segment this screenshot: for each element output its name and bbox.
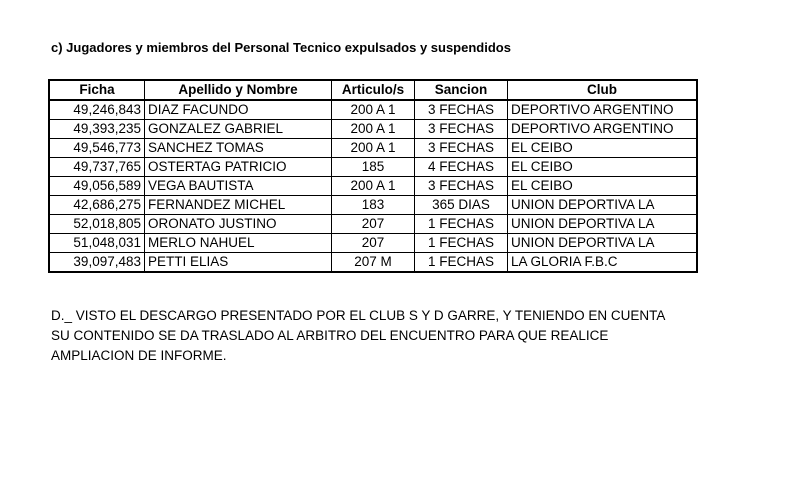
table-row (49, 234, 697, 253)
note-line: AMPLIACION DE INFORME. (51, 348, 227, 363)
cell-sancion: 1 FECHAS (415, 234, 508, 253)
cell-club: DEPORTIVO ARGENTINO (508, 100, 698, 120)
cell-ficha: 49,246,843 (49, 100, 145, 120)
cell-club: DEPORTIVO ARGENTINO (508, 120, 698, 139)
cell-sancion: 3 FECHAS (415, 139, 508, 158)
cell-nombre: OSTERTAG PATRICIO (145, 158, 332, 177)
cell-articulo: 200 A 1 (332, 100, 415, 120)
table-header-row (49, 80, 697, 100)
note-line: D._ VISTO EL DESCARGO PRESENTADO POR EL CLUB S Y D GARRE, Y TENIENDO EN CUENTA (51, 308, 666, 323)
cell-sancion: 3 FECHAS (415, 120, 508, 139)
cell-sancion: 365 DIAS (415, 196, 508, 215)
cell-articulo: 207 (332, 215, 415, 234)
cell-nombre: DIAZ FACUNDO (145, 100, 332, 120)
section-title: c) Jugadores y miembros del Personal Tecnico expulsados y suspendidos (51, 40, 511, 55)
cell-ficha: 49,393,235 (49, 120, 145, 139)
note-line: SU CONTENIDO SE DA TRASLADO AL ARBITRO DEL ENCUENTRO PARA QUE REALICE (51, 328, 609, 343)
cell-ficha: 49,737,765 (49, 158, 145, 177)
cell-articulo: 200 A 1 (332, 177, 415, 196)
table-row (49, 253, 697, 273)
cell-ficha: 51,048,031 (49, 234, 145, 253)
cell-nombre: ORONATO JUSTINO (145, 215, 332, 234)
cell-club: UNION DEPORTIVA LA (508, 215, 698, 234)
cell-club: UNION DEPORTIVA LA (508, 196, 698, 215)
cell-nombre: SANCHEZ TOMAS (145, 139, 332, 158)
table-row (49, 100, 697, 120)
cell-sancion: 4 FECHAS (415, 158, 508, 177)
cell-club: EL CEIBO (508, 139, 698, 158)
table-row (49, 139, 697, 158)
table-row (49, 120, 697, 139)
cell-articulo: 183 (332, 196, 415, 215)
cell-club: UNION DEPORTIVA LA (508, 234, 698, 253)
cell-nombre: MERLO NAHUEL (145, 234, 332, 253)
resolution-note (51, 306, 751, 366)
header-club: Club (508, 80, 698, 100)
cell-articulo: 207 M (332, 253, 415, 273)
table-row (49, 196, 697, 215)
cell-sancion: 1 FECHAS (415, 215, 508, 234)
header-apellido-nombre: Apellido y Nombre (145, 80, 332, 100)
cell-ficha: 52,018,805 (49, 215, 145, 234)
cell-ficha: 42,686,275 (49, 196, 145, 215)
cell-sancion: 3 FECHAS (415, 177, 508, 196)
table-row (49, 215, 697, 234)
header-articulos: Articulo/s (332, 80, 415, 100)
cell-nombre: VEGA BAUTISTA (145, 177, 332, 196)
cell-nombre: GONZALEZ GABRIEL (145, 120, 332, 139)
cell-nombre: PETTI ELIAS (145, 253, 332, 273)
cell-club: EL CEIBO (508, 158, 698, 177)
cell-ficha: 49,546,773 (49, 139, 145, 158)
cell-articulo: 200 A 1 (332, 139, 415, 158)
table-row (49, 158, 697, 177)
cell-club: EL CEIBO (508, 177, 698, 196)
cell-articulo: 207 (332, 234, 415, 253)
cell-articulo: 200 A 1 (332, 120, 415, 139)
cell-ficha: 39,097,483 (49, 253, 145, 273)
header-ficha: Ficha (49, 80, 145, 100)
table-row (49, 177, 697, 196)
cell-club: LA GLORIA F.B.C (508, 253, 698, 273)
header-sancion: Sancion (415, 80, 508, 100)
cell-nombre: FERNANDEZ MICHEL (145, 196, 332, 215)
cell-sancion: 1 FECHAS (415, 253, 508, 273)
cell-ficha: 49,056,589 (49, 177, 145, 196)
cell-articulo: 185 (332, 158, 415, 177)
cell-sancion: 3 FECHAS (415, 100, 508, 120)
sanctions-table (48, 79, 698, 273)
